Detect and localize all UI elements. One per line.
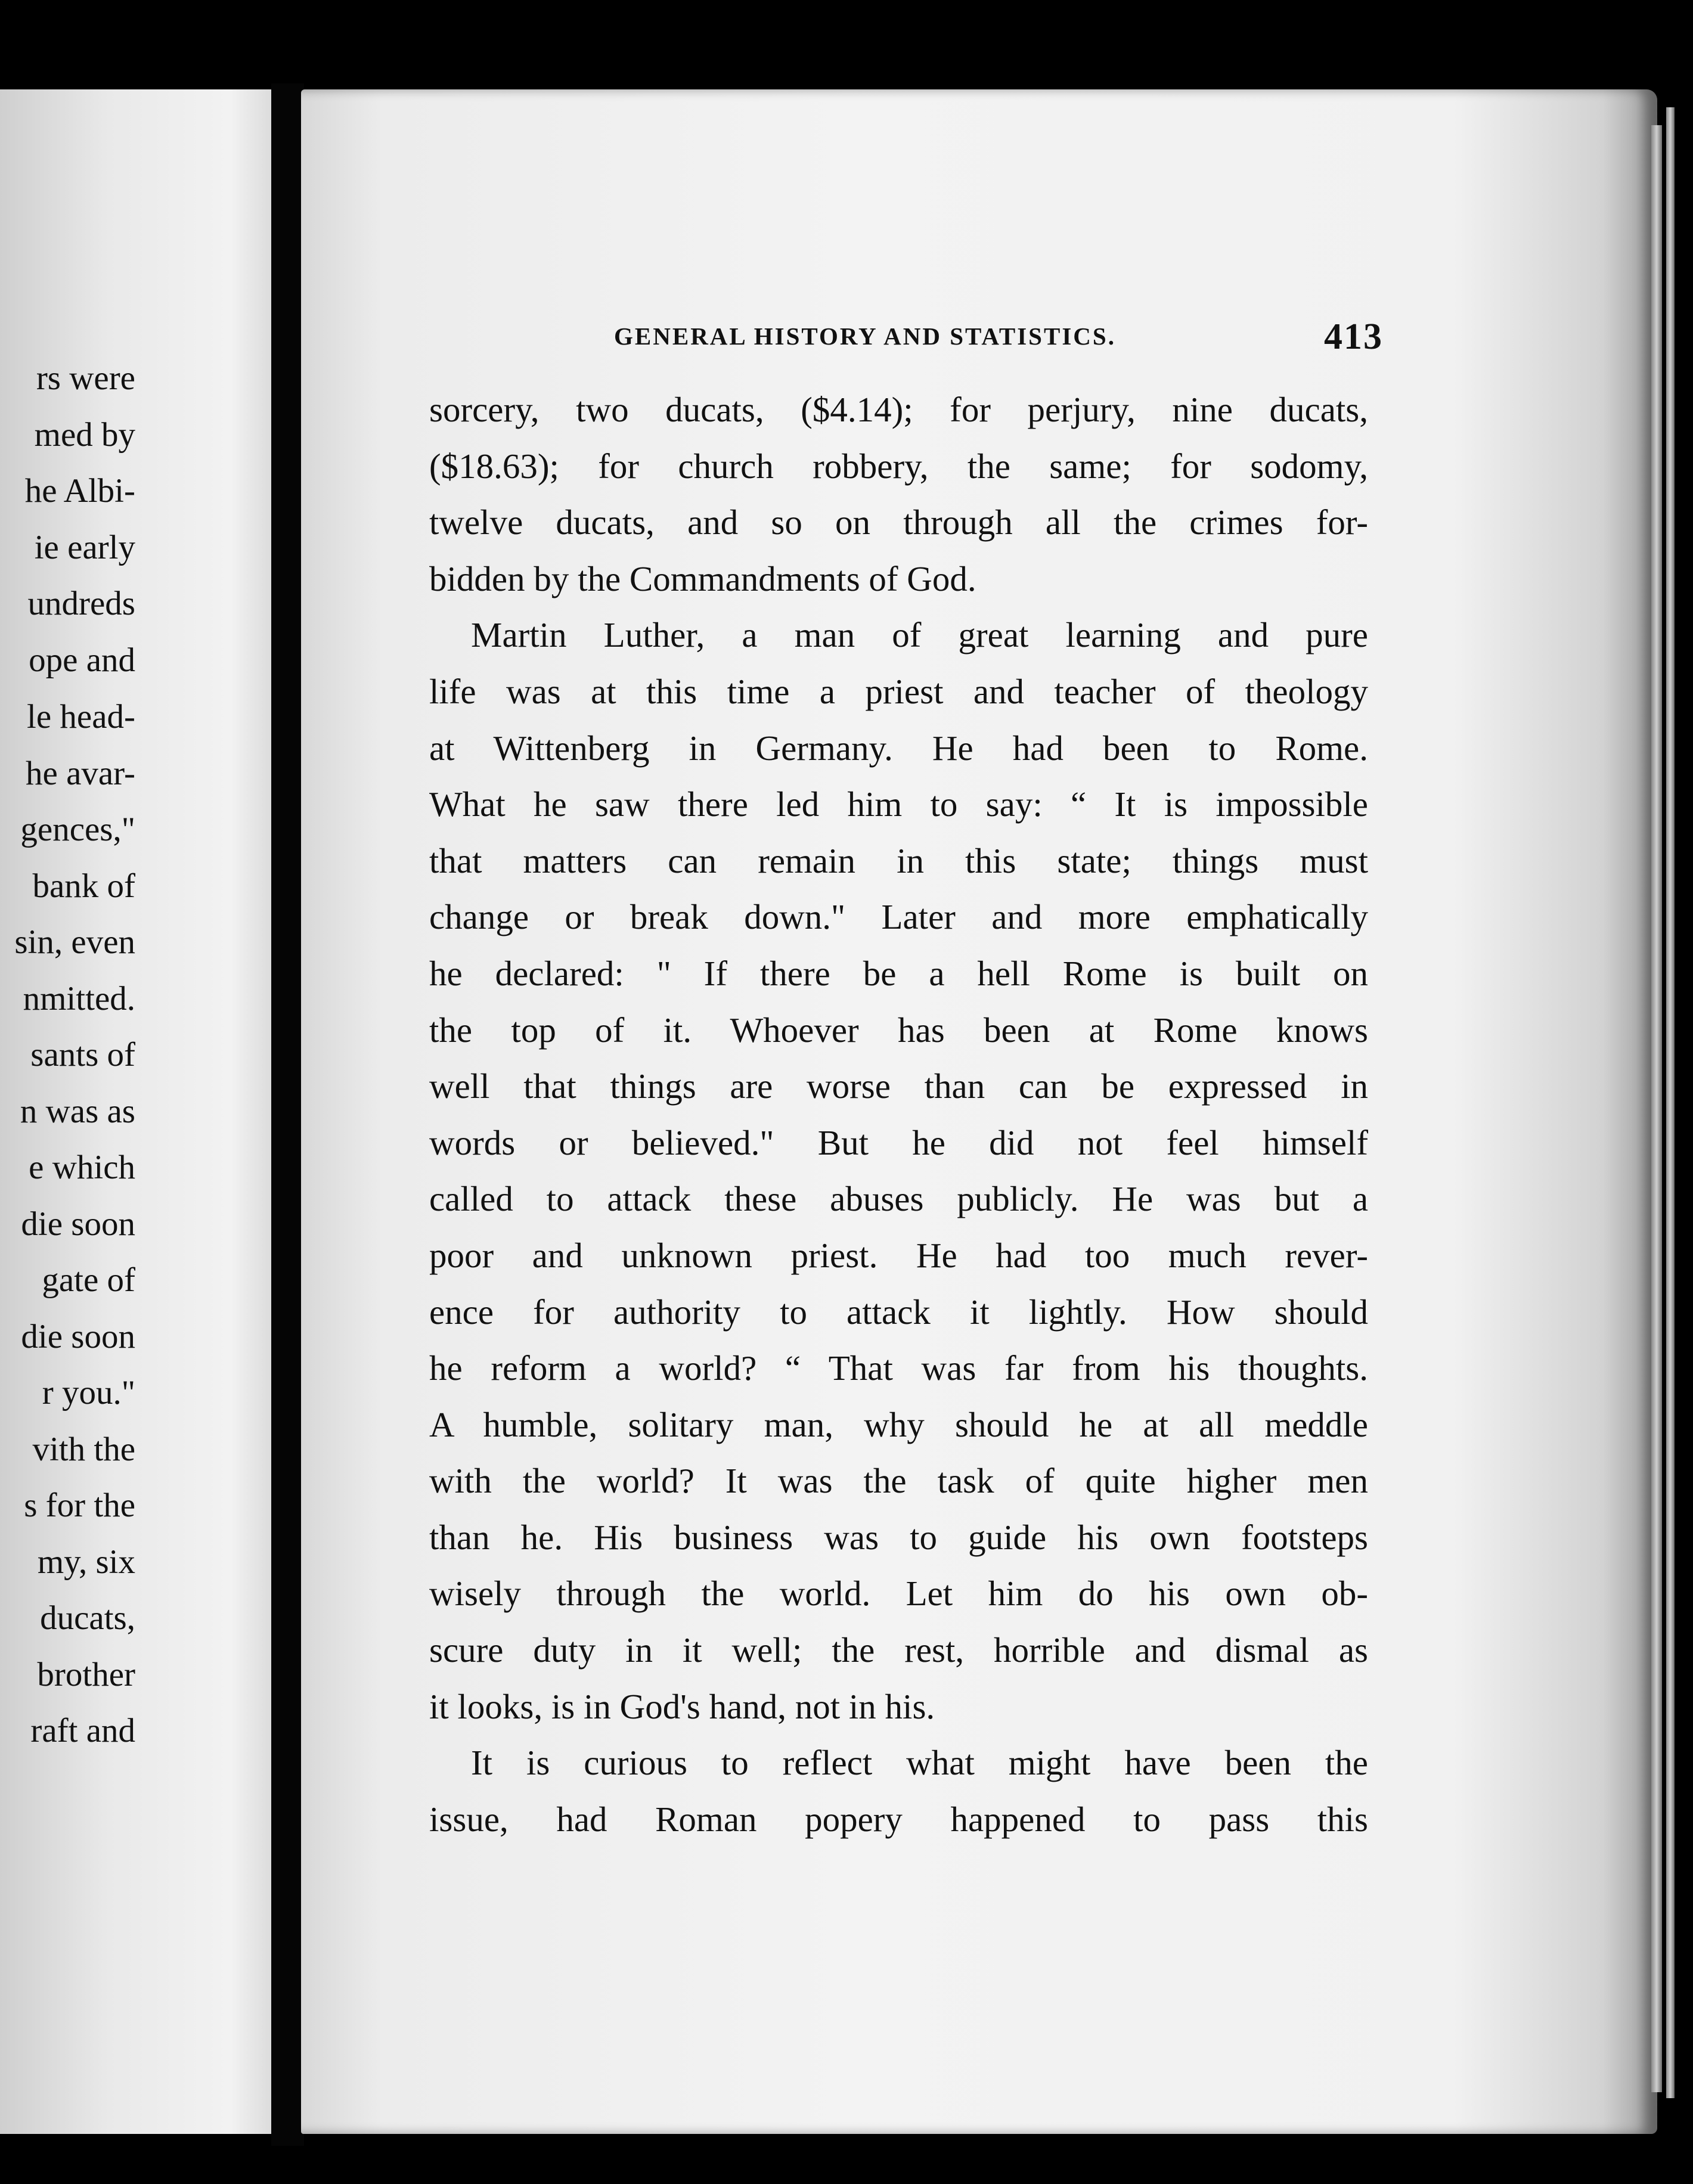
- text-line: issue, had Roman popery happened to pass this: [429, 1799, 1368, 1839]
- left-line: die soon: [21, 1205, 135, 1243]
- text-line: twelve ducats, and so on through all the crimes for-: [429, 502, 1368, 542]
- text-line: he declared: " If there be a hell Rome is built on: [429, 953, 1368, 993]
- text-line: called to attack these abuses publicly. He was but a: [429, 1179, 1368, 1219]
- text-line: life was at this time a priest and teacher of theology: [429, 671, 1368, 711]
- text-line: Martin Luther, a man of great learning and pure: [471, 615, 1368, 655]
- left-line: undreds: [27, 585, 135, 622]
- text-line: he reform a world? “ That was far from his thoughts.: [429, 1348, 1368, 1388]
- left-line: he Albi-: [24, 472, 135, 510]
- text-line: it looks, is in God's hand, not in his.: [429, 1686, 935, 1726]
- left-page-text-top: [25, 350, 135, 688]
- left-line: ducats,: [40, 1599, 135, 1637]
- text-line: What he saw there led him to say: “ It is impossible: [429, 784, 1368, 824]
- text-line: scure duty in it well; the rest, horrible and dismal as: [429, 1630, 1368, 1670]
- left-line: sants of: [30, 1036, 135, 1074]
- left-line: gences,": [20, 811, 135, 848]
- text-line: words or believed." But he did not feel himself: [429, 1122, 1368, 1162]
- text-line: It is curious to reflect what might have been the: [471, 1743, 1368, 1783]
- left-line: my, six: [37, 1543, 135, 1581]
- page-edge: [1651, 125, 1662, 2092]
- left-line: bank of: [32, 867, 135, 905]
- text-line: that matters can remain in this state; things must: [429, 840, 1368, 880]
- running-head: GENERAL HISTORY AND STATISTICS.: [614, 322, 1116, 350]
- left-line: rs were: [36, 359, 135, 397]
- page-number: 413: [1324, 317, 1383, 357]
- text-line: than he. His business was to guide his own footsteps: [429, 1517, 1368, 1557]
- text-line: at Wittenberg in Germany. He had been to Rome.: [429, 728, 1368, 768]
- text-line: change or break down." Later and more emphatically: [429, 897, 1368, 937]
- left-line: sin, even: [14, 923, 135, 961]
- text-line: with the world? It was the task of quite higher men: [429, 1461, 1368, 1501]
- text-line: the top of it. Whoever has been at Rome knows: [429, 1010, 1368, 1050]
- text-line: ence for authority to attack it lightly. How should: [429, 1292, 1368, 1332]
- left-line: r you.": [42, 1374, 135, 1411]
- left-page: [0, 89, 271, 2134]
- left-line: e which: [29, 1149, 135, 1186]
- text-line: poor and unknown priest. He had too much rever-: [429, 1235, 1368, 1275]
- left-line: brother: [37, 1655, 135, 1693]
- left-line: ope and: [29, 641, 135, 679]
- left-line: vith the: [32, 1430, 135, 1468]
- left-line: he avar-: [26, 754, 135, 792]
- text-line: wisely through the world. Let him do his own ob-: [429, 1574, 1368, 1614]
- text-line: ($18.63); for church robbery, the same; for sodomy,: [429, 446, 1368, 486]
- body-text: [429, 381, 1368, 1847]
- page-header: [614, 316, 1383, 364]
- left-page-text-bottom: [14, 689, 135, 1760]
- left-line: n was as: [20, 1092, 135, 1130]
- left-line: med by: [34, 415, 135, 454]
- text-line: well that things are worse than can be expressed in: [429, 1066, 1368, 1106]
- left-line: gate of: [42, 1261, 135, 1299]
- book-gutter: [271, 83, 304, 2146]
- text-line: sorcery, two ducats, ($4.14); for perjury, nine ducats,: [429, 390, 1368, 429]
- page-edge: [1666, 107, 1675, 2098]
- text-line: A humble, solitary man, why should he at all meddle: [429, 1404, 1368, 1444]
- left-line: raft and: [30, 1712, 135, 1749]
- left-line: s for the: [24, 1487, 135, 1524]
- left-line: le head-: [27, 698, 135, 736]
- left-line: nmitted.: [23, 979, 135, 1017]
- left-line: ie early: [34, 528, 135, 566]
- text-line: bidden by the Commandments of God.: [429, 559, 976, 598]
- left-line: die soon: [21, 1317, 135, 1355]
